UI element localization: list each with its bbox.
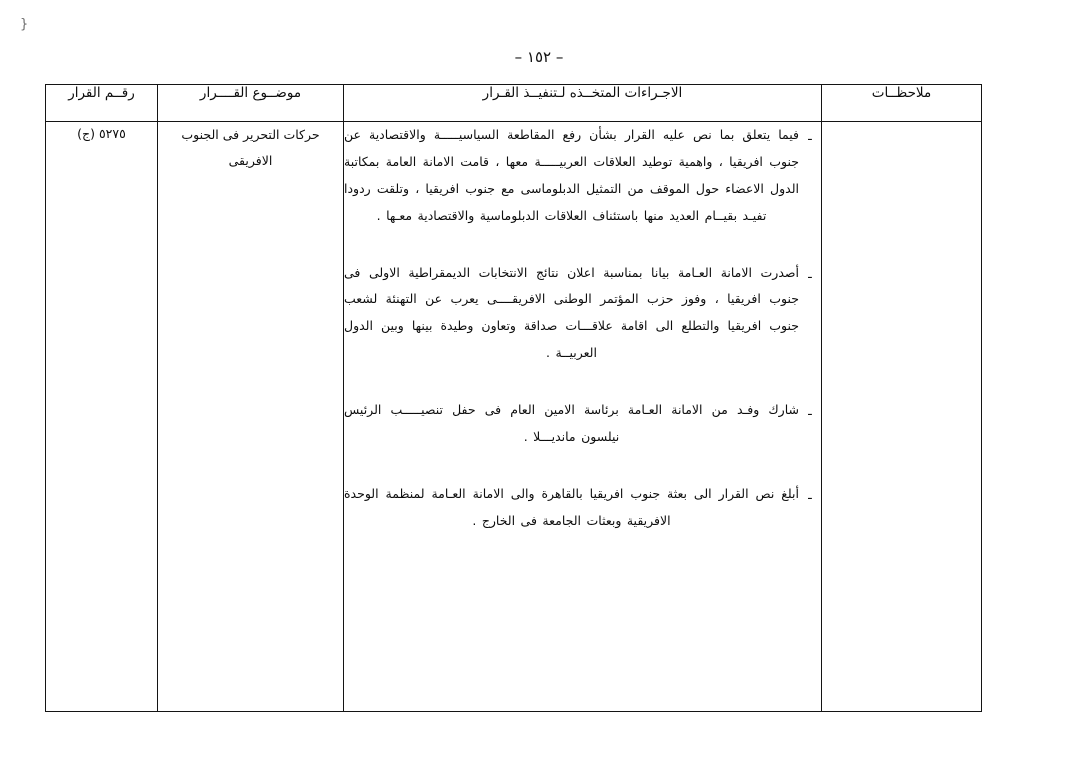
list-dash-marker: ـ: [808, 403, 812, 418]
action-item-text: شارك وفـد من الامانة العـامة برئاسة الامين العام فى حفل تنصيـــــب الرئيس نيلسون مانديـــلا .: [344, 402, 799, 444]
column-header-number: رقــم القرار: [46, 85, 158, 122]
cell-actions: [344, 122, 822, 712]
list-dash-marker: ـ: [808, 486, 812, 502]
column-header-notes: ملاحظــات: [822, 85, 982, 122]
cell-decision-number: ٥٢٧٥ (ج): [46, 122, 158, 712]
action-item: [344, 260, 821, 368]
cell-subject: حركات التحرير فى الجنوب الافريقى: [158, 122, 344, 712]
action-item-text: أصدرت الامانة العـامة بيانا بمناسبة اعلان نتائج الانتخابات الديمقراطية الاولى فى جنوب افريقيا ، وفوز حزب المؤتمر الوطنى الافريقــــى يعرب عن التهنئة لشعب جنوب افريقيا والتطلع الى اقامة علاقـــات صداقة وتعاون وطيدة بينها وبين الدول العربيــة .: [344, 264, 799, 361]
list-dash-marker: ـ: [808, 265, 812, 281]
scan-artifact-mark: {: [20, 17, 29, 32]
action-item: [344, 122, 821, 230]
action-item: [344, 481, 821, 535]
action-item-text: فيما يتعلق بما نص عليه القرار بشأن رفع المقاطعة السياسيـــــة والاقتصادية عن جنوب افريقيا ، واهمية توطيد العلاقات العربيـــــة معها ، قامت الامانة العامة بمكاتبة الدول الاعضاء حول الموقف من التمثيل الدبلوماسى مع جنوب افريقيا ، وتلقت ردودا تفيـد بقيــام العديد منها باستئناف العلاقات الدبلوماسية والاقتصادية معـها .: [344, 127, 799, 223]
column-header-subject: موضــوع القــــرار: [158, 85, 344, 122]
column-header-actions: الاجـراءات المتخــذه لـتنفيــذ القـرار: [344, 85, 822, 122]
table-header-row: [46, 85, 982, 122]
page-number: – ١٥٢ –: [514, 48, 564, 66]
decisions-table-wrapper: [68, 84, 982, 712]
decisions-table: [45, 84, 982, 712]
action-item: [344, 397, 821, 451]
table-row: [46, 122, 982, 712]
action-item-text: أبلغ نص القرار الى بعثة جنوب افريقيا بالقاهرة والى الامانة العـامة لمنظمة الوحدة الافريقية وبعثات الجامعة فى الخارج .: [344, 485, 799, 528]
cell-notes: [822, 122, 982, 712]
list-dash-marker: ـ: [808, 128, 812, 143]
